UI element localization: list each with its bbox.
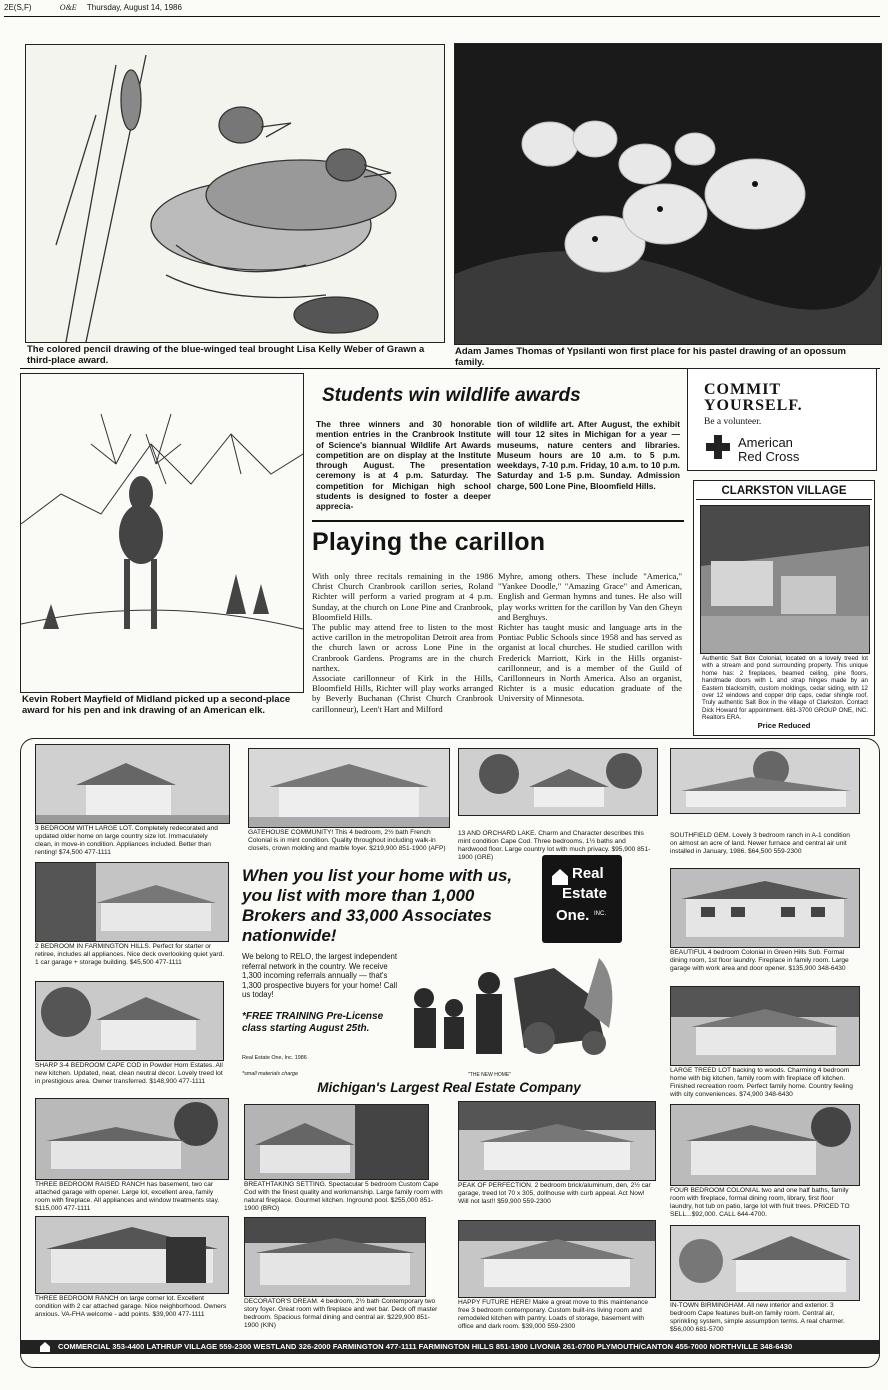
- opossum-drawing: [454, 43, 882, 345]
- listing-text-15: HAPPY FUTURE HERE! Make a great move to this maintenance free 3 bedroom contemporary. Custom built-ins living room and remodeled kitchen with pantry. Loads of storage, basement with office and dark room. $39,000 559-2300: [458, 1299, 649, 1330]
- wildlife-col-2: tion of wildlife art. After August, the exhibit will tour 12 sites in Michigan for a year — museums, nature centers and libraries. Museum hours are 10 a.m. to 5 p.m. weekdays, 7-10 p.m. Friday, 10 a.m. to 10 p.m. Saturday and 1-5 p.m. Sunday. Admission charge, 500 Lone Pine, Bloomfield Hills.: [497, 419, 680, 491]
- logo-word-estate: Estate: [562, 885, 608, 902]
- red-cross-icon: [706, 435, 730, 459]
- logo-inc: INC.: [594, 911, 606, 917]
- elk-caption: Kevin Robert Mayfield of Midland picked up a second-place award for his pen and ink drawing of an American elk.: [22, 694, 291, 716]
- promo-headline: When you list your home with us, you list with more than 1,000 Brokers and 33,000 Associates nationwide!: [242, 866, 513, 945]
- office-phone-list: COMMERCIAL 353-4400 LATHRUP VILLAGE 559-2300 WESTLAND 326-2000 FARMINGTON 477-1111 FARMINGTON HILLS 851-1900 LIVONIA 261-0700 PLYMOUTH/CANTON 455-7000 NORTHVILLE 348-6430: [58, 1342, 793, 1351]
- yourself-line: YOURSELF.: [704, 397, 803, 414]
- listing-text-1: 3 BEDROOM WITH LARGE LOT. Completely redecorated and updated older home on large country size lot. Immaculately clean, in move-in condition. Appliances included. Better than renting! $74,500 477-1111: [35, 825, 218, 856]
- listing-photo-8: [670, 986, 860, 1066]
- commit-line: COMMIT: [704, 381, 782, 398]
- promo-training: *FREE TRAINING Pre-License class starting August 25th.: [242, 1011, 384, 1034]
- clarkston-text: Authentic Salt Box Colonial, located on a lovely treed lot with a stream and pond surrounding property. This unique home has: 2 fireplaces, beamed ceiling, pine floors, handmade doors with L and strap hinges made by an Eastern blacksmith, custom moldings, cedar siding, with 12 over 12 windows and copper drip caps, cedar shingle roof. Truly authentic Salt Box in the village of Clarkston. Contact Dick Howard for appointment. 681-3700 GROUP ONE, INC. Realtors ERA.: [702, 655, 868, 722]
- promo-tagline: Michigan's Largest Real Estate Company: [317, 1080, 581, 1095]
- new-home-caption: "THE NEW HOME": [468, 1072, 511, 1078]
- carillon-col-2: Myhre, among others. These include "America," "Yankee Doodle," "Amazing Grace" and American, English and German hymns and tunes. He also will play works written for the carillon by Van den Gheyn and Berghuys. Richter has taught music and language arts in the Pontiac Public Schools since 1958 and has served as organist at local churches. He studied carillon with Frederick Marriott, Kirk in the Hills organist-carillonneur, and is a member of the Guild of Carillonneurs in North America. Also an organist, Richter is a music education graduate of the University of Minnesota.: [498, 571, 682, 704]
- carillon-col-1: With only three recitals remaining in the 1986 Christ Church Cranbrook carillon series, Roland Richter will perform a varied program at 4 p.m. Sunday, at the church on Lone Pine and Cranbrook, Bloomfield Hills. The public may attend free to listen to the most active carillon in the metropolitan Detroit area from the church lawn or across Lone Pine in the Cranbrook Gardens. Programs are in the church narthex. Associate carillonneur of Kirk in the Hills, Bloomfield Hills, Richter will play works arranged by Beverly Buchanan (Christ Church Cranbrook carillonneur), Leen't Hart and Milford: [312, 571, 493, 714]
- brand-red-cross: Red Cross: [738, 449, 800, 464]
- listing-photo-3: [458, 748, 658, 816]
- brand-american: American: [738, 435, 793, 450]
- new-home-photo: [404, 938, 628, 1068]
- red-cross-ad: [687, 368, 877, 471]
- clarkston-photo: [700, 505, 870, 654]
- listing-photo-15: [458, 1220, 656, 1298]
- listing-text-2: GATEHOUSE COMMUNITY! This 4 bedroom, 2½ bath French Colonial is in mint condition. Quality throughout including walk-in closets, crown molding and marble foyer. $219,900 851-1900 (AFP): [248, 829, 446, 852]
- listing-text-12: FOUR BEDROOM COLONIAL two and one half baths, family room with fireplace, formal dining room, library, first floor laundry, hot tub on patio, large lot with fruit trees. PRICED TO SELL...$92,000. CALL 644-4700.: [670, 1187, 850, 1218]
- listing-photo-5: [35, 862, 229, 942]
- wildlife-col-1: The three winners and 30 honorable mention entries in the Cranbrook Institute of Science's biannual Wildlife Art Awards competition are on display at the Institute through August. The presentation ceremony is at 4 p.m. Saturday. The competition for Michigan high school students is designed to foster a deeper apprecia-: [316, 419, 491, 512]
- house-icon: [552, 869, 568, 885]
- issue-date: Thursday, August 14, 1986: [86, 3, 182, 12]
- listing-text-9: THREE BEDROOM RAISED RANCH has basement, two car attached garage with opener. Large lot, excellent area, family room with fireplace. All appliances and window treatments stay. $115,000 477-1111: [35, 1181, 220, 1212]
- listing-photo-11: [458, 1101, 656, 1181]
- promo-copyright: Real Estate One, Inc. 1986: [242, 1055, 307, 1061]
- listing-text-5: 2 BEDROOM IN FARMINGTON HILLS. Perfect for starter or retiree, includes all appliances. Nice deck overlooking quiet yard. 1 car garage + storage building. $45,500 477-1111: [35, 943, 225, 966]
- listing-text-7: SHARP 3-4 BEDROOM CAPE COD in Powder Horn Estates. All new kitchen. Updated, neat, clean neutral decor. Lovely treed lot in prestigious area. Owner transferred. $148,900 477-1111: [35, 1062, 223, 1085]
- home-icon: [40, 1342, 50, 1352]
- listing-photo-6: [670, 868, 860, 948]
- teal-caption: The colored pencil drawing of the blue-winged teal brought Lisa Kelly Weber of Grawn a third-place award.: [27, 344, 425, 366]
- listing-text-11: PEAK OF PERFECTION. 2 bedroom brick/aluminum, den, 2½ car garage, treed lot 70 x 305, dollhouse with curb appeal. Act Now! Will not last!! $59,900 559-2300: [458, 1182, 651, 1205]
- clarkston-title: CLARKSTON VILLAGE: [721, 485, 847, 497]
- listing-photo-4: [670, 748, 860, 814]
- listing-text-10: BREATHTAKING SETTING. Spectacular 5 bedroom Custom Cape Cod with the finest quality and workmanship. Large family room with natural fireplace. Gourmet kitchen. Inground pool. $255,000 851-1900 (BRO): [244, 1181, 443, 1212]
- listing-text-4: SOUTHFIELD GEM. Lovely 3 bedroom ranch in A-1 condition on almost an acre of land. Newer furnace and central air unit installed in January, 1986. $64,500 559-2300: [670, 832, 850, 855]
- logo-word-real: Real: [572, 865, 604, 882]
- wildlife-headline: Students win wildlife awards: [322, 385, 581, 406]
- volunteer-line: Be a volunteer.: [704, 417, 762, 427]
- elk-drawing: [20, 373, 304, 693]
- listing-photo-16: [670, 1225, 860, 1301]
- listing-text-16: IN-TOWN BIRMINGHAM. All new interior and exterior. 3 bedroom Cape features built-on family room. Central air, sprinkling system, simple assumption terms. A real charmer. $56,000 681-5700: [670, 1302, 845, 1333]
- listing-photo-14: [244, 1217, 426, 1297]
- listing-photo-13: [35, 1216, 229, 1294]
- listing-photo-7: [35, 981, 224, 1061]
- real-estate-one-logo: [542, 855, 622, 943]
- clarkston-ad: [693, 480, 875, 736]
- listing-text-3: 13 AND ORCHARD LAKE. Charm and Character describes this mint condition Cape Cod. Three bedrooms, 1½ baths and hardwood floor. Large country lot with much privacy. $95,900 851-1900 (GRE): [458, 830, 651, 861]
- clarkston-price: Price Reduced: [757, 721, 811, 730]
- page-header: [4, 3, 604, 15]
- listing-photo-1: [35, 744, 230, 824]
- office-footer-bar: [20, 1340, 880, 1354]
- section-rule-2: [312, 520, 684, 522]
- listing-text-14: DECORATOR'S DREAM. 4 bedroom, 2½ bath Contemporary two story foyer. Great room with fireplace and wet bar. Deck off master bedroom. Spacious formal dining and central air. $229,900 851-1900 (KIN): [244, 1298, 438, 1329]
- listing-text-13: THREE BEDROOM RANCH on large corner lot. Excellent condition with 2 car attached garage. Nice neighborhood. Owners anxious. VA-FHA welcome - add points. $39,900 477-1111: [35, 1295, 227, 1318]
- listing-photo-12: [670, 1104, 860, 1186]
- listing-text-6: BEAUTIFUL 4 bedroom Colonial in Green Hills Sub. Formal dining room, 1st floor laundry. Fireplace in family room. Large garage with work area and door opener. $135,900 348-6430: [670, 949, 849, 972]
- listing-photo-9: [35, 1098, 229, 1180]
- logo-word-one: One.: [556, 907, 590, 924]
- teal-drawing: [25, 44, 445, 343]
- promo-fineprint: *small materials charge: [242, 1071, 299, 1077]
- page-number: 2E(S,F): [4, 3, 32, 12]
- paper-name: O&E: [59, 3, 77, 12]
- opossum-caption: Adam James Thomas of Ypsilanti won first place for his pastel drawing of an opossum family.: [455, 346, 846, 368]
- carillon-headline: Playing the carillon: [312, 528, 546, 556]
- promo-body: We belong to RELO, the largest independent referral network in the country. We receive 1,300 incoming referrals annually — that's 1,300 prospective buyers for your home! Call us today!: [242, 952, 398, 999]
- listing-photo-10: [244, 1104, 429, 1180]
- header-rule: [4, 16, 880, 17]
- listing-text-8: LARGE TREED LOT backing to woods. Charming 4 bedroom home with big kitchen, family room with fireplace off kitchen. Finished recreation room. Perfect family home. Country feeling with city conveniences. $74,900 348-6430: [670, 1067, 853, 1098]
- listing-photo-2: [248, 748, 450, 828]
